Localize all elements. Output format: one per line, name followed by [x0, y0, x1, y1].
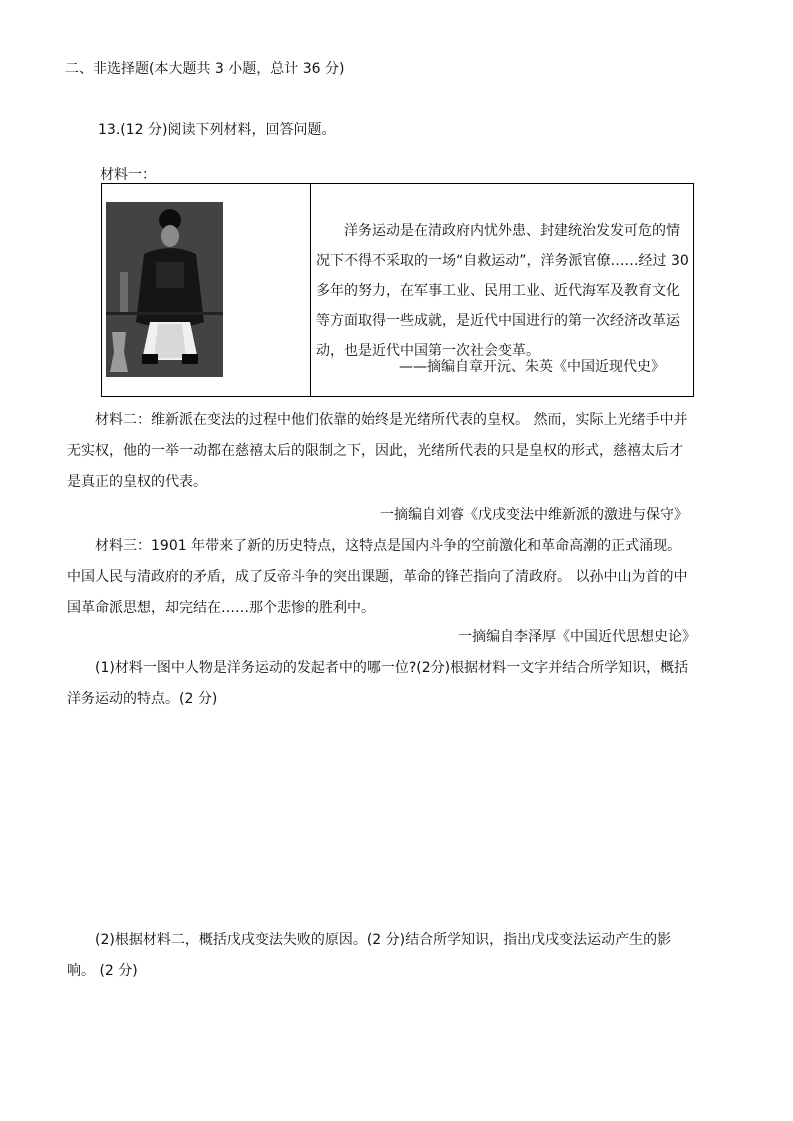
material1-table: [101, 183, 694, 397]
material3-block: [67, 531, 692, 624]
section-title: 二、非选择题(本大题共 3 小题，总计 36 分): [65, 61, 345, 77]
portrait-photo: [106, 202, 223, 377]
material1-paragraph: 洋务运动是在清政府内忧外患、封建统治发发可危的情况下不得不采取的一场“自救运动”，洋务派官僚……经过 30 多年的努力，在军事工业、民用工业、近代海军及教育文化等方面取得一些成就，是近代中国进行的第一次经济改革运动，也是近代中国第一次社会变革。: [316, 223, 689, 359]
material1-text: [316, 216, 691, 366]
material1-label: 材料一：: [100, 167, 156, 183]
sub-question-1-text: (1)材料一图中人物是洋务运动的发起者中的哪一位?(2分)根据材料一文字并结合所学知识，概括洋务运动的特点。(2 分): [67, 660, 689, 707]
sub-question-2-text: (2)根据材料二，概括戊戌变法失败的原因。(2 分)结合所学知识，指出戊戌变法运动产生的影响。 (2 分): [67, 932, 672, 979]
table-divider: [310, 184, 311, 396]
question-title: 13.(12 分)阅读下列材料，回答问题。: [98, 122, 336, 138]
material3-source: 一摘编自李泽厚《中国近代思想史论》: [458, 629, 696, 645]
material2-source: 一摘编自刘睿《戊戌变法中维新派的激进与保守》: [380, 507, 688, 523]
material3-paragraph: 材料三：1901 年带来了新的历史特点，这特点是国内斗争的空前激化和革命高潮的正式涌现。中国人民与清政府的矛盾，成了反帝斗争的突出课题，革命的锋芒指向了清政府。 以孙中山为首的中国革命派思想，却完结在……那个悲惨的胜利中。: [67, 538, 688, 616]
sub-question-2: [67, 925, 692, 987]
material1-source: ——摘编自章开沅、朱英《中国近现代史》: [399, 359, 665, 375]
sub-question-1: [67, 653, 692, 715]
material2-block: [67, 405, 692, 498]
material2-paragraph: 材料二：维新派在变法的过程中他们依靠的始终是光绪所代表的皇权。 然而，实际上光绪手中并无实权，他的一举一动都在慈禧太后的限制之下，因此，光绪所代表的只是皇权的形式，慈禧太后才是真正的皇权的代表。: [67, 412, 688, 490]
